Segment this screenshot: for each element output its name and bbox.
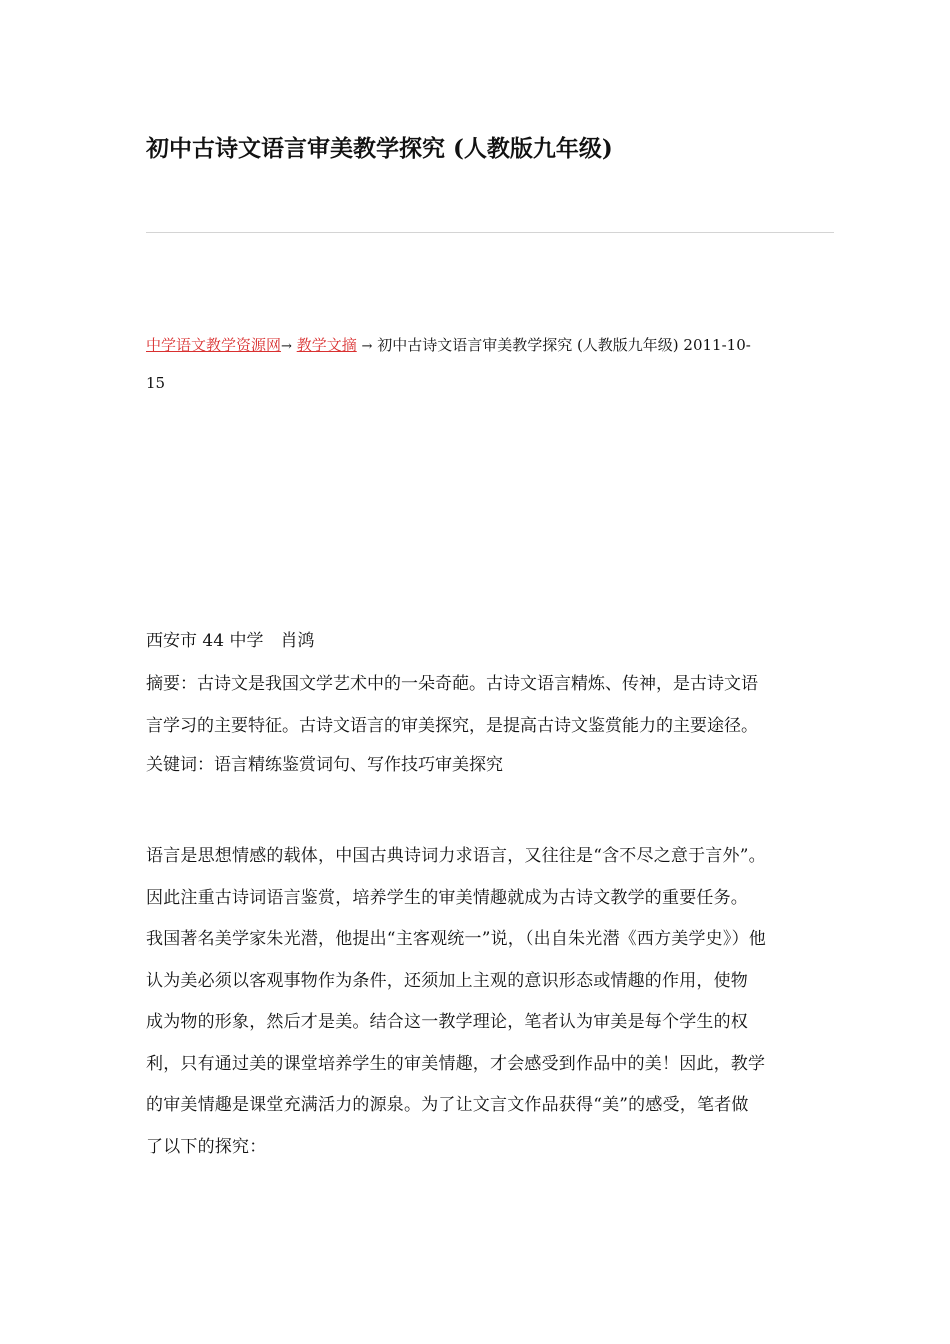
paragraph-line: 我国著名美学家朱光潜，他提出“主客观统一”说，（出自朱光潜《西方美学史》）他 <box>146 929 766 949</box>
abstract-line: 言学习的主要特征。古诗文语言的审美探究，是提高古诗文鉴赏能力的主要途径。 <box>146 715 758 736</box>
page-title: 初中古诗文语言审美教学探究 (人教版九年级) <box>146 135 613 162</box>
paragraph-line: 成为物的形象，然后才是美。结合这一教学理论，笔者认为审美是每个学生的权 <box>146 1012 748 1032</box>
paragraph-line: 因此注重古诗词语言鉴赏，培养学生的审美情趣就成为古诗文教学的重要任务。 <box>146 887 748 908</box>
abstract-line: 摘要：古诗文是我国文学艺术中的一朵奇葩。古诗文语言精炼、传神，是古诗文语 <box>146 674 758 694</box>
breadcrumb-section-link[interactable]: 教学文摘 <box>296 336 357 354</box>
abstract <box>146 664 822 747</box>
title-divider <box>146 232 834 233</box>
paragraph-line: 的审美情趣是课堂充满活力的源泉。为了让文言文作品获得“美”的感受，笔者做 <box>146 1095 749 1115</box>
breadcrumb <box>146 327 826 401</box>
paragraph-line: 认为美必须以客观事物作为条件，还须加上主观的意识形态或情趣的作用，使物 <box>146 970 748 991</box>
breadcrumb-arrow: → <box>361 339 373 354</box>
body-paragraph <box>146 836 822 1168</box>
author-line: 西安市 44 中学 肖鸿 <box>146 631 315 651</box>
keywords: 关键词：语言精练鉴赏词句、写作技巧审美探究 <box>146 755 503 775</box>
breadcrumb-arrow: → <box>281 339 292 354</box>
paragraph-line: 了以下的探究： <box>146 1136 267 1157</box>
breadcrumb-date-tail: 15 <box>146 374 166 392</box>
paragraph-line: 利，只有通过美的课堂培养学生的审美情趣，才会感受到作品中的美！因此，教学 <box>146 1053 766 1074</box>
paragraph-line: 语言是思想情感的载体，中国古典诗词力求语言，又往往是“含不尽之意于言外”。 <box>146 846 766 866</box>
breadcrumb-site-link[interactable]: 中学语文教学资源网 <box>146 336 282 354</box>
breadcrumb-current: 初中古诗文语言审美教学探究 (人教版九年级) 2011-10- <box>377 336 751 354</box>
